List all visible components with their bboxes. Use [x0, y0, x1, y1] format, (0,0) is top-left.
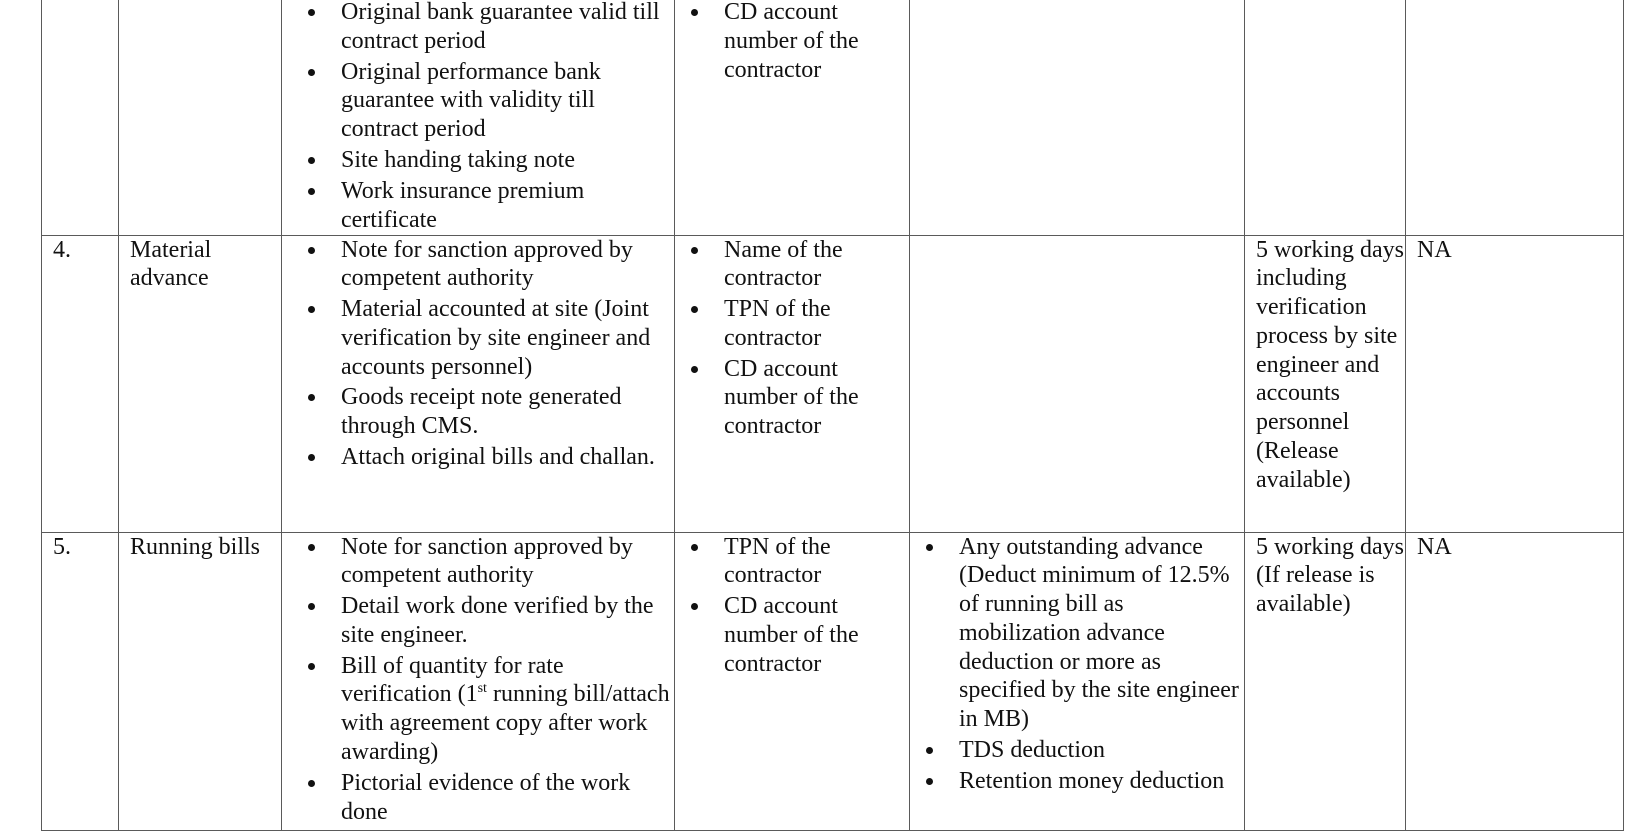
cell-documents — [282, 235, 675, 532]
table-row — [42, 532, 1624, 830]
list-item: TDS deduction — [959, 736, 1244, 765]
list-item: Detail work done verified by the site engineer. — [341, 592, 674, 650]
cell-documents — [282, 532, 675, 830]
list-item — [341, 652, 674, 767]
list-item: Goods receipt note generated through CMS. — [341, 383, 674, 441]
list-item: Retention money deduction — [959, 767, 1244, 796]
cell-last — [1406, 0, 1624, 235]
documents-list — [293, 533, 674, 827]
cell-no — [42, 0, 119, 235]
cell-type — [119, 0, 282, 235]
row-type: Running bills — [119, 532, 282, 830]
row-number: 4. — [42, 235, 119, 532]
list-item: Note for sanction approved by competent authority — [341, 533, 674, 591]
cell-deductions — [910, 532, 1245, 830]
list-item: Name of the contractor — [724, 236, 909, 294]
text-segment: running bill/attach with agreement copy after work awarding) — [341, 681, 670, 766]
cell-deductions — [910, 0, 1245, 235]
cell-timeline — [1245, 532, 1406, 830]
cell-documents — [282, 0, 675, 235]
cell-details — [675, 0, 910, 235]
timeline-note: (If release is available) — [1256, 562, 1375, 618]
cell-last: NA — [1406, 235, 1624, 532]
procedure-table — [41, 0, 1624, 831]
row-number: 5. — [42, 532, 119, 830]
table-row-continued — [42, 0, 1624, 235]
cell-last: NA — [1406, 532, 1624, 830]
timeline-text: 5 working days — [1256, 533, 1404, 560]
list-item: Original performance bank guarantee with validity till contract period — [341, 58, 674, 144]
list-item: Site handing taking note — [341, 146, 674, 175]
text-segment: Bill of quantity for rate verification (1 — [341, 652, 564, 708]
cell-details — [675, 532, 910, 830]
list-item: Work insurance premium certificate — [341, 177, 674, 235]
row-type: Material advance — [119, 235, 282, 532]
documents-list — [293, 0, 674, 234]
list-item: Any outstanding advance (Deduct minimum of 12.5% of running bill as mobilization advance deduction or more as specified by the site engineer in MB) — [959, 533, 1244, 735]
list-item: Note for sanction approved by competent authority — [341, 236, 674, 294]
list-item: TPN of the contractor — [724, 533, 909, 591]
details-list — [686, 236, 909, 442]
cell-details — [675, 235, 910, 532]
table-row — [42, 235, 1624, 532]
superscript-text: st — [477, 681, 487, 697]
list-item: CD account number of the contractor — [724, 355, 909, 441]
list-item: Material accounted at site (Joint verification by site engineer and accounts personnel) — [341, 295, 674, 381]
list-item: TPN of the contractor — [724, 295, 909, 353]
list-item: Attach original bills and challan. — [341, 443, 674, 472]
documents-list — [293, 236, 674, 472]
details-list — [686, 0, 909, 84]
cell-deductions — [910, 235, 1245, 532]
deductions-list — [921, 533, 1244, 796]
list-item: Original bank guarantee valid till contract period — [341, 0, 674, 56]
details-list — [686, 533, 909, 679]
list-item: CD account number of the contractor — [724, 592, 909, 678]
list-item: CD account number of the contractor — [724, 0, 909, 84]
cell-timeline — [1245, 0, 1406, 235]
list-item: Pictorial evidence of the work done — [341, 769, 674, 827]
cell-timeline: 5 working days including verification process by site engineer and accounts personnel (Release available) — [1245, 235, 1406, 532]
